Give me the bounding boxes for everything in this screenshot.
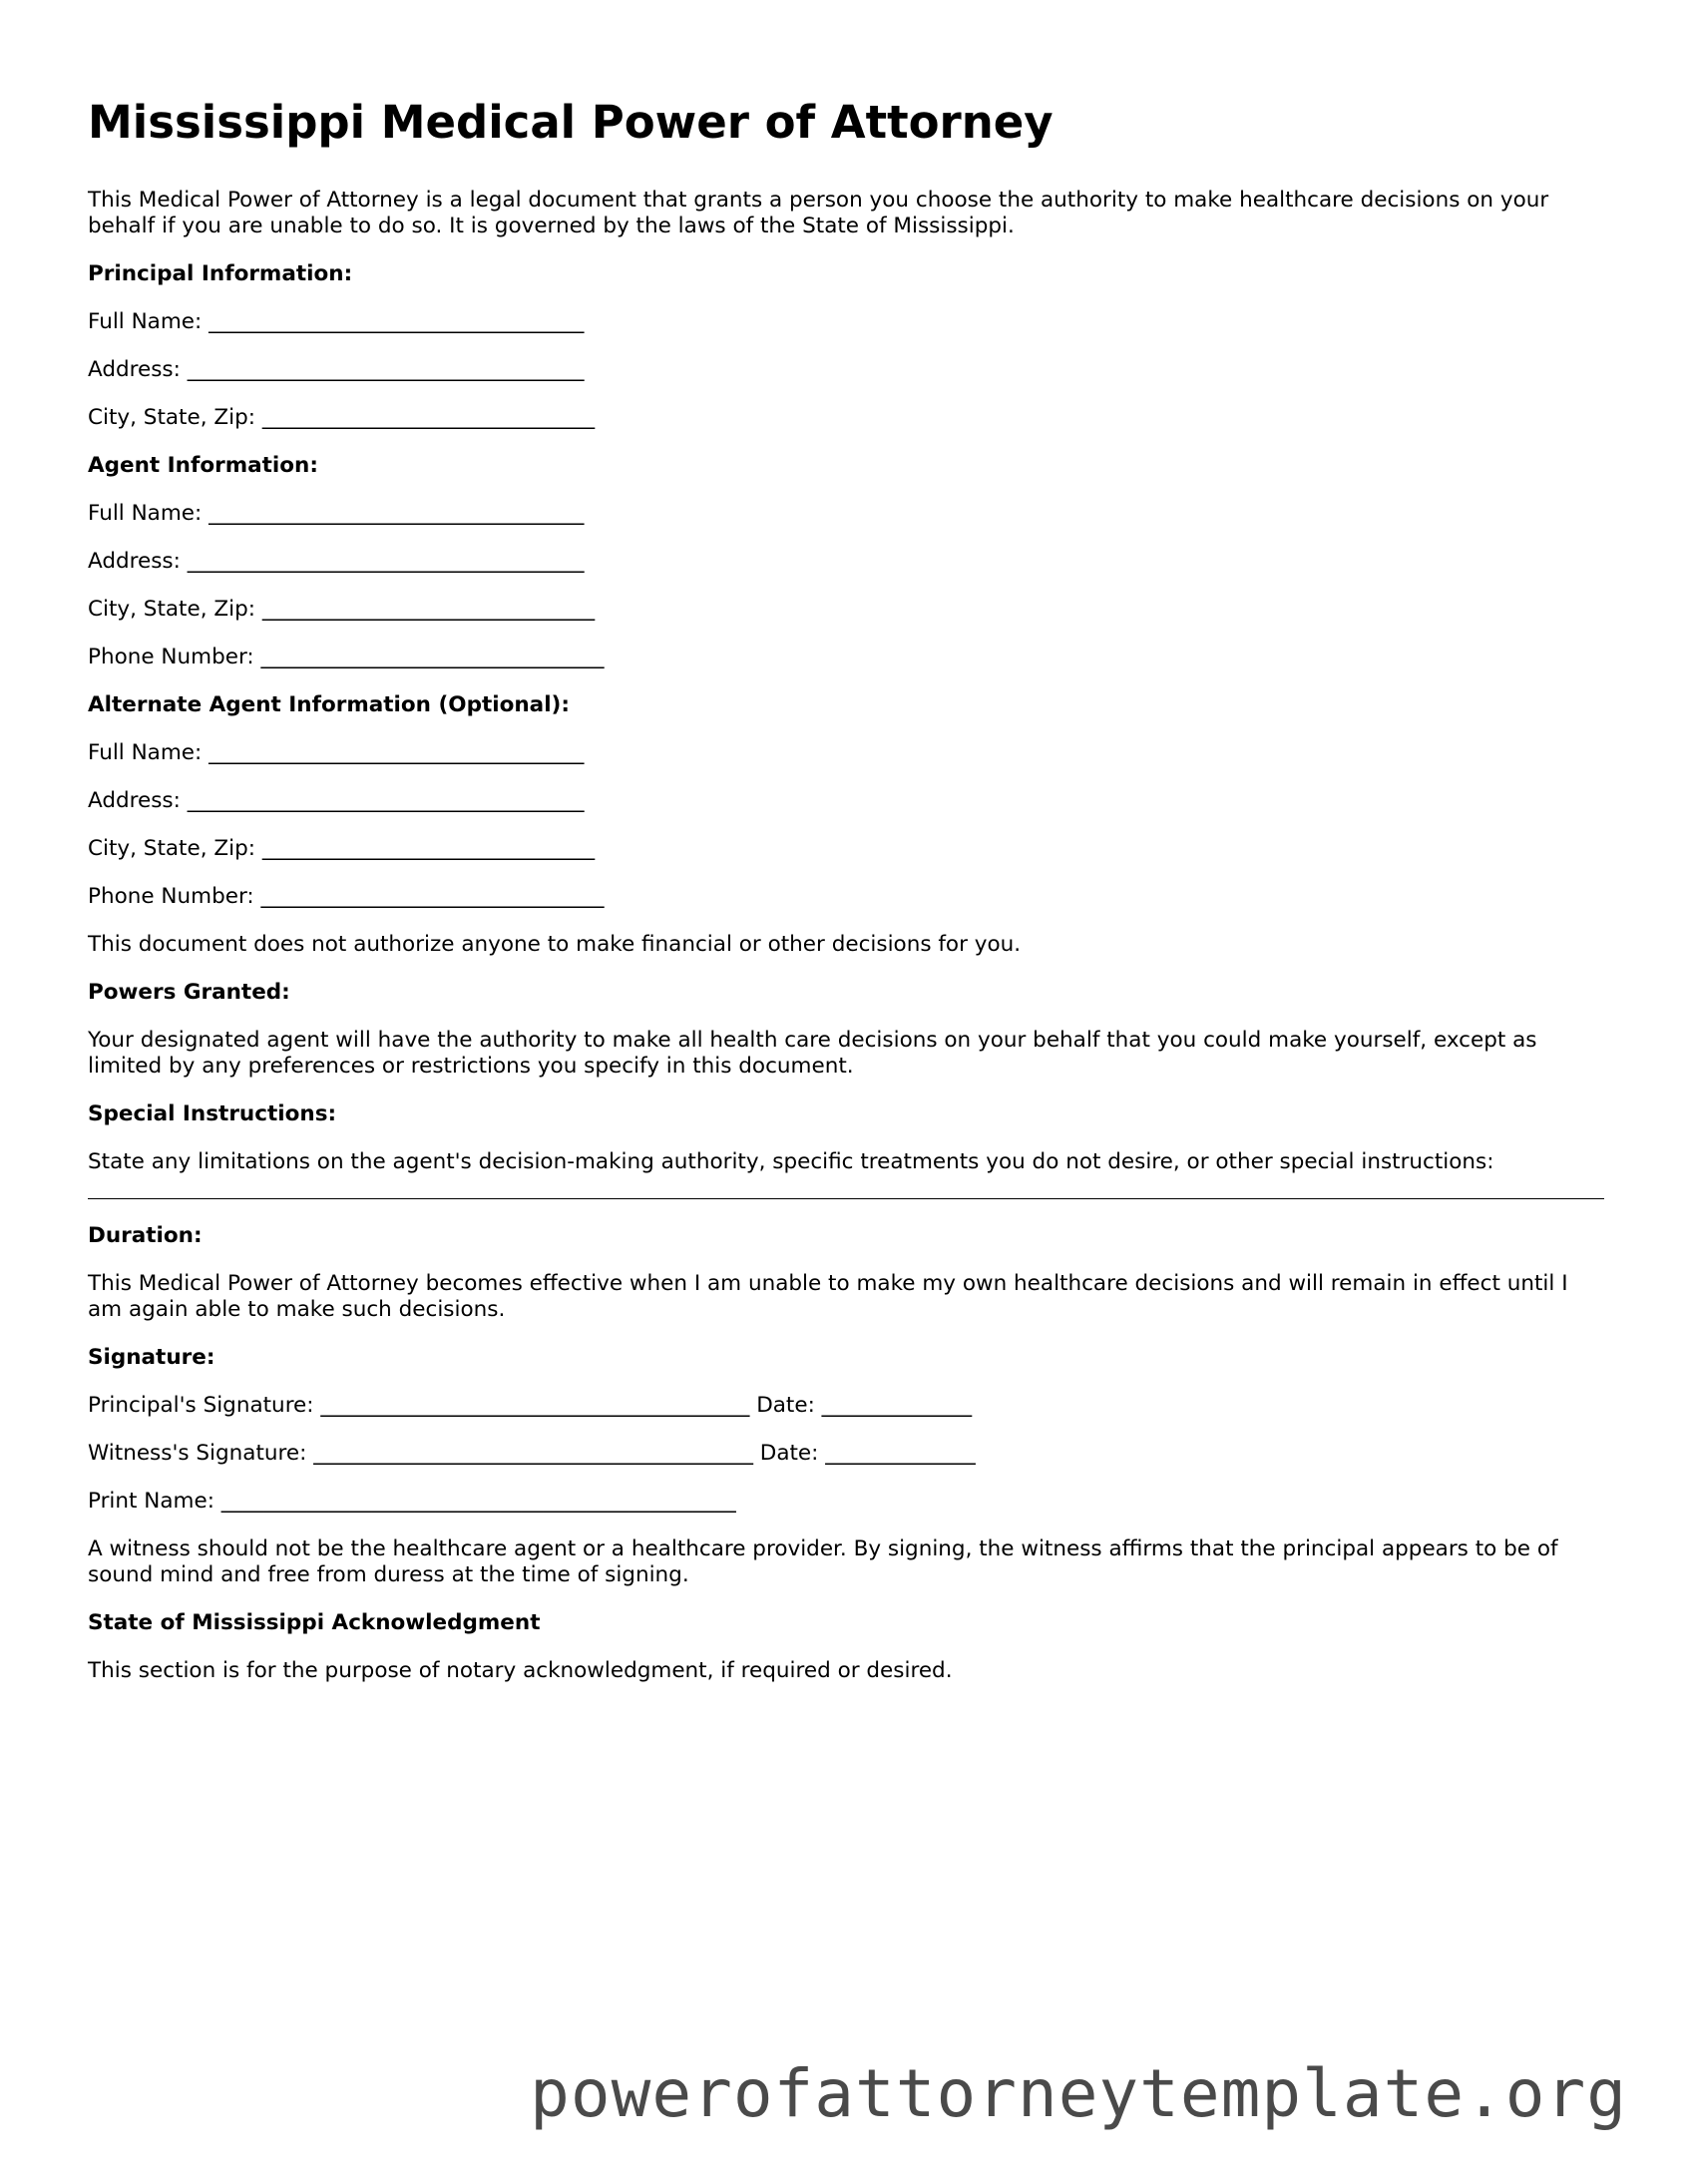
duration-paragraph: This Medical Power of Attorney becomes effective when I am unable to make my own healthcare decisions and will remain in effect until I am again able to make such decisions.: [88, 1271, 1568, 1322]
witness-note: A witness should not be the healthcare agent or a healthcare provider. By signing, the witness affirms that the principal appears to be of sound mind and free from duress at the time of signing.: [88, 1536, 1558, 1587]
alternate-address-field[interactable]: Address: _____________________________________: [88, 788, 585, 813]
financial-note: This document does not authorize anyone to make financial or other decisions for you.: [88, 932, 1022, 957]
agent-full-name-field[interactable]: Full Name: ___________________________________: [88, 501, 585, 526]
site-watermark: powerofattorneytemplate.org: [530, 2055, 1627, 2132]
signature-heading: Signature:: [88, 1345, 215, 1370]
agent-phone-field[interactable]: Phone Number: ________________________________: [88, 645, 605, 669]
acknowledgment-text: This section is for the purpose of notary acknowledgment, if required or desired.: [88, 1658, 953, 1683]
special-instructions-text: State any limitations on the agent's decision-making authority, specific treatments you do not desire, or other special instructions:: [88, 1149, 1494, 1174]
principal-signature-field[interactable]: Principal's Signature: ________________________________________ Date: ______________: [88, 1393, 973, 1418]
alternate-full-name-field[interactable]: Full Name: ___________________________________: [88, 740, 585, 765]
alternate-city-field[interactable]: City, State, Zip: _______________________________: [88, 836, 596, 861]
principal-full-name-field[interactable]: Full Name: ___________________________________: [88, 309, 585, 334]
agent-address-field[interactable]: Address: _____________________________________: [88, 549, 585, 574]
intro-paragraph: This Medical Power of Attorney is a legal document that grants a person you choose the authority to make healthcare decisions on your behalf if you are unable to do so. It is governed by the laws of the State of Mississippi.: [88, 188, 1549, 238]
page-title: Mississippi Medical Power of Attorney: [88, 96, 1054, 149]
powers-heading: Powers Granted:: [88, 980, 290, 1005]
special-instructions-line[interactable]: [88, 1198, 1604, 1199]
alternate-agent-heading: Alternate Agent Information (Optional):: [88, 692, 570, 717]
print-name-field[interactable]: Print Name: ________________________________________________: [88, 1489, 736, 1514]
powers-paragraph: Your designated agent will have the authority to make all health care decisions on your behalf that you could make yourself, except as limited by any preferences or restrictions you specify in this document.: [88, 1028, 1537, 1079]
alternate-phone-field[interactable]: Phone Number: ________________________________: [88, 884, 605, 909]
principal-address-field[interactable]: Address: _____________________________________: [88, 357, 585, 382]
special-instructions-heading: Special Instructions:: [88, 1101, 337, 1126]
principal-city-field[interactable]: City, State, Zip: _______________________________: [88, 405, 596, 430]
acknowledgment-heading: State of Mississippi Acknowledgment: [88, 1610, 541, 1635]
duration-heading: Duration:: [88, 1223, 203, 1248]
principal-heading: Principal Information:: [88, 261, 353, 286]
witness-signature-field[interactable]: Witness's Signature: _________________________________________ Date: ______________: [88, 1441, 976, 1466]
agent-city-field[interactable]: City, State, Zip: _______________________________: [88, 597, 596, 622]
agent-heading: Agent Information:: [88, 453, 318, 478]
